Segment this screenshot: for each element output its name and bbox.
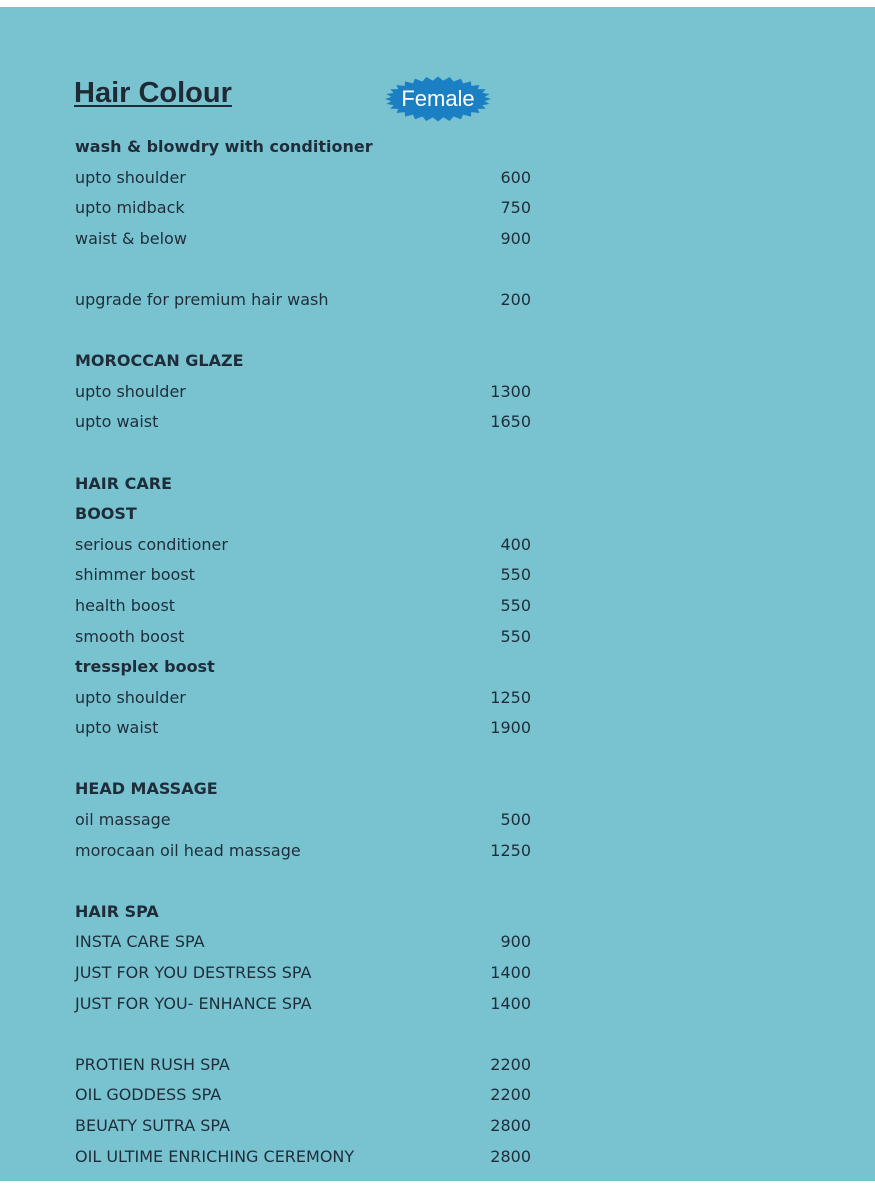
service-price: 900 xyxy=(500,228,531,248)
section-heading xyxy=(74,774,534,805)
section-heading xyxy=(74,652,534,683)
section-heading-label: HAIR SPA xyxy=(75,901,159,921)
section-heading-label: HAIR CARE xyxy=(75,473,172,493)
price-row xyxy=(74,1142,534,1173)
price-row xyxy=(74,560,534,591)
price-row xyxy=(74,224,534,255)
price-row xyxy=(74,530,534,561)
section-heading xyxy=(74,897,534,928)
price-row xyxy=(74,377,534,408)
section-heading-label: tressplex boost xyxy=(75,657,215,677)
section-heading xyxy=(74,499,534,530)
service-name: upto waist xyxy=(75,718,159,738)
service-price: 2200 xyxy=(490,1054,531,1074)
service-name: upto shoulder xyxy=(75,167,186,187)
price-row xyxy=(74,591,534,622)
service-name: JUST FOR YOU- ENHANCE SPA xyxy=(75,993,312,1013)
service-name: PROTIEN RUSH SPA xyxy=(75,1054,230,1074)
service-price: 1900 xyxy=(490,718,531,738)
service-price: 1250 xyxy=(490,687,531,707)
section-spacer xyxy=(74,316,534,347)
price-row xyxy=(74,285,534,316)
service-price: 400 xyxy=(500,534,531,554)
service-name: smooth boost xyxy=(75,626,185,646)
service-name: upto shoulder xyxy=(75,687,186,707)
price-row xyxy=(74,927,534,958)
price-row xyxy=(74,1111,534,1142)
price-row xyxy=(74,1050,534,1081)
price-row xyxy=(74,622,534,653)
service-price: 1300 xyxy=(490,381,531,401)
service-name: OIL ULTIME ENRICHING CEREMONY xyxy=(75,1146,355,1166)
section-spacer xyxy=(74,254,534,285)
section-heading xyxy=(74,469,534,500)
service-name: JUST FOR YOU DESTRESS SPA xyxy=(75,963,312,983)
section-heading-label: HEAD MASSAGE xyxy=(75,779,218,799)
price-list xyxy=(74,132,534,1172)
service-price: 2800 xyxy=(490,1116,531,1135)
section-heading-label: MOROCCAN GLAZE xyxy=(75,351,244,371)
section-spacer xyxy=(74,744,534,775)
section-spacer xyxy=(74,438,534,469)
price-row xyxy=(74,958,534,989)
service-price: 550 xyxy=(500,595,531,615)
service-name: health boost xyxy=(75,595,176,615)
service-price: 1400 xyxy=(490,993,531,1013)
service-price: 600 xyxy=(500,167,531,187)
female-badge xyxy=(384,76,492,122)
service-name: serious conditioner xyxy=(75,534,228,554)
price-row xyxy=(74,407,534,438)
service-name: morocaan oil head massage xyxy=(75,840,301,860)
service-price: 200 xyxy=(500,289,531,309)
price-row xyxy=(74,713,534,744)
service-name: shimmer boost xyxy=(75,565,195,585)
price-row xyxy=(74,1080,534,1111)
section-heading-label: BOOST xyxy=(75,504,137,524)
section-heading xyxy=(74,132,534,163)
service-name: waist & below xyxy=(75,228,187,248)
section-heading xyxy=(74,346,534,377)
service-name: upto waist xyxy=(75,412,159,432)
service-price: 1250 xyxy=(490,840,531,860)
service-price: 550 xyxy=(500,565,531,585)
service-name: upgrade for premium hair wash xyxy=(75,289,329,309)
service-name: oil massage xyxy=(75,810,171,830)
service-name: BEUATY SUTRA SPA xyxy=(75,1116,230,1135)
section-spacer xyxy=(74,1019,534,1050)
section-heading-label: wash & blowdry with conditioner xyxy=(75,137,373,156)
page-title: Hair Colour xyxy=(74,77,232,109)
service-price: 1650 xyxy=(490,412,531,432)
badge-label: Female xyxy=(401,86,475,111)
price-row xyxy=(74,805,534,836)
service-price: 2200 xyxy=(490,1085,531,1105)
service-price: 2800 xyxy=(490,1146,531,1166)
service-name: upto shoulder xyxy=(75,381,186,401)
service-price: 900 xyxy=(500,932,531,952)
price-row xyxy=(74,836,534,867)
price-row xyxy=(74,193,534,224)
service-name: INSTA CARE SPA xyxy=(75,932,205,952)
service-price: 550 xyxy=(500,626,531,646)
price-row xyxy=(74,163,534,194)
service-name: OIL GODDESS SPA xyxy=(75,1085,222,1105)
service-name: upto midback xyxy=(75,198,185,218)
service-price: 1400 xyxy=(490,963,531,983)
price-row xyxy=(74,683,534,714)
service-price: 500 xyxy=(500,810,531,830)
price-row xyxy=(74,989,534,1020)
service-price: 750 xyxy=(500,198,531,218)
menu-page xyxy=(0,7,875,1181)
section-spacer xyxy=(74,866,534,897)
